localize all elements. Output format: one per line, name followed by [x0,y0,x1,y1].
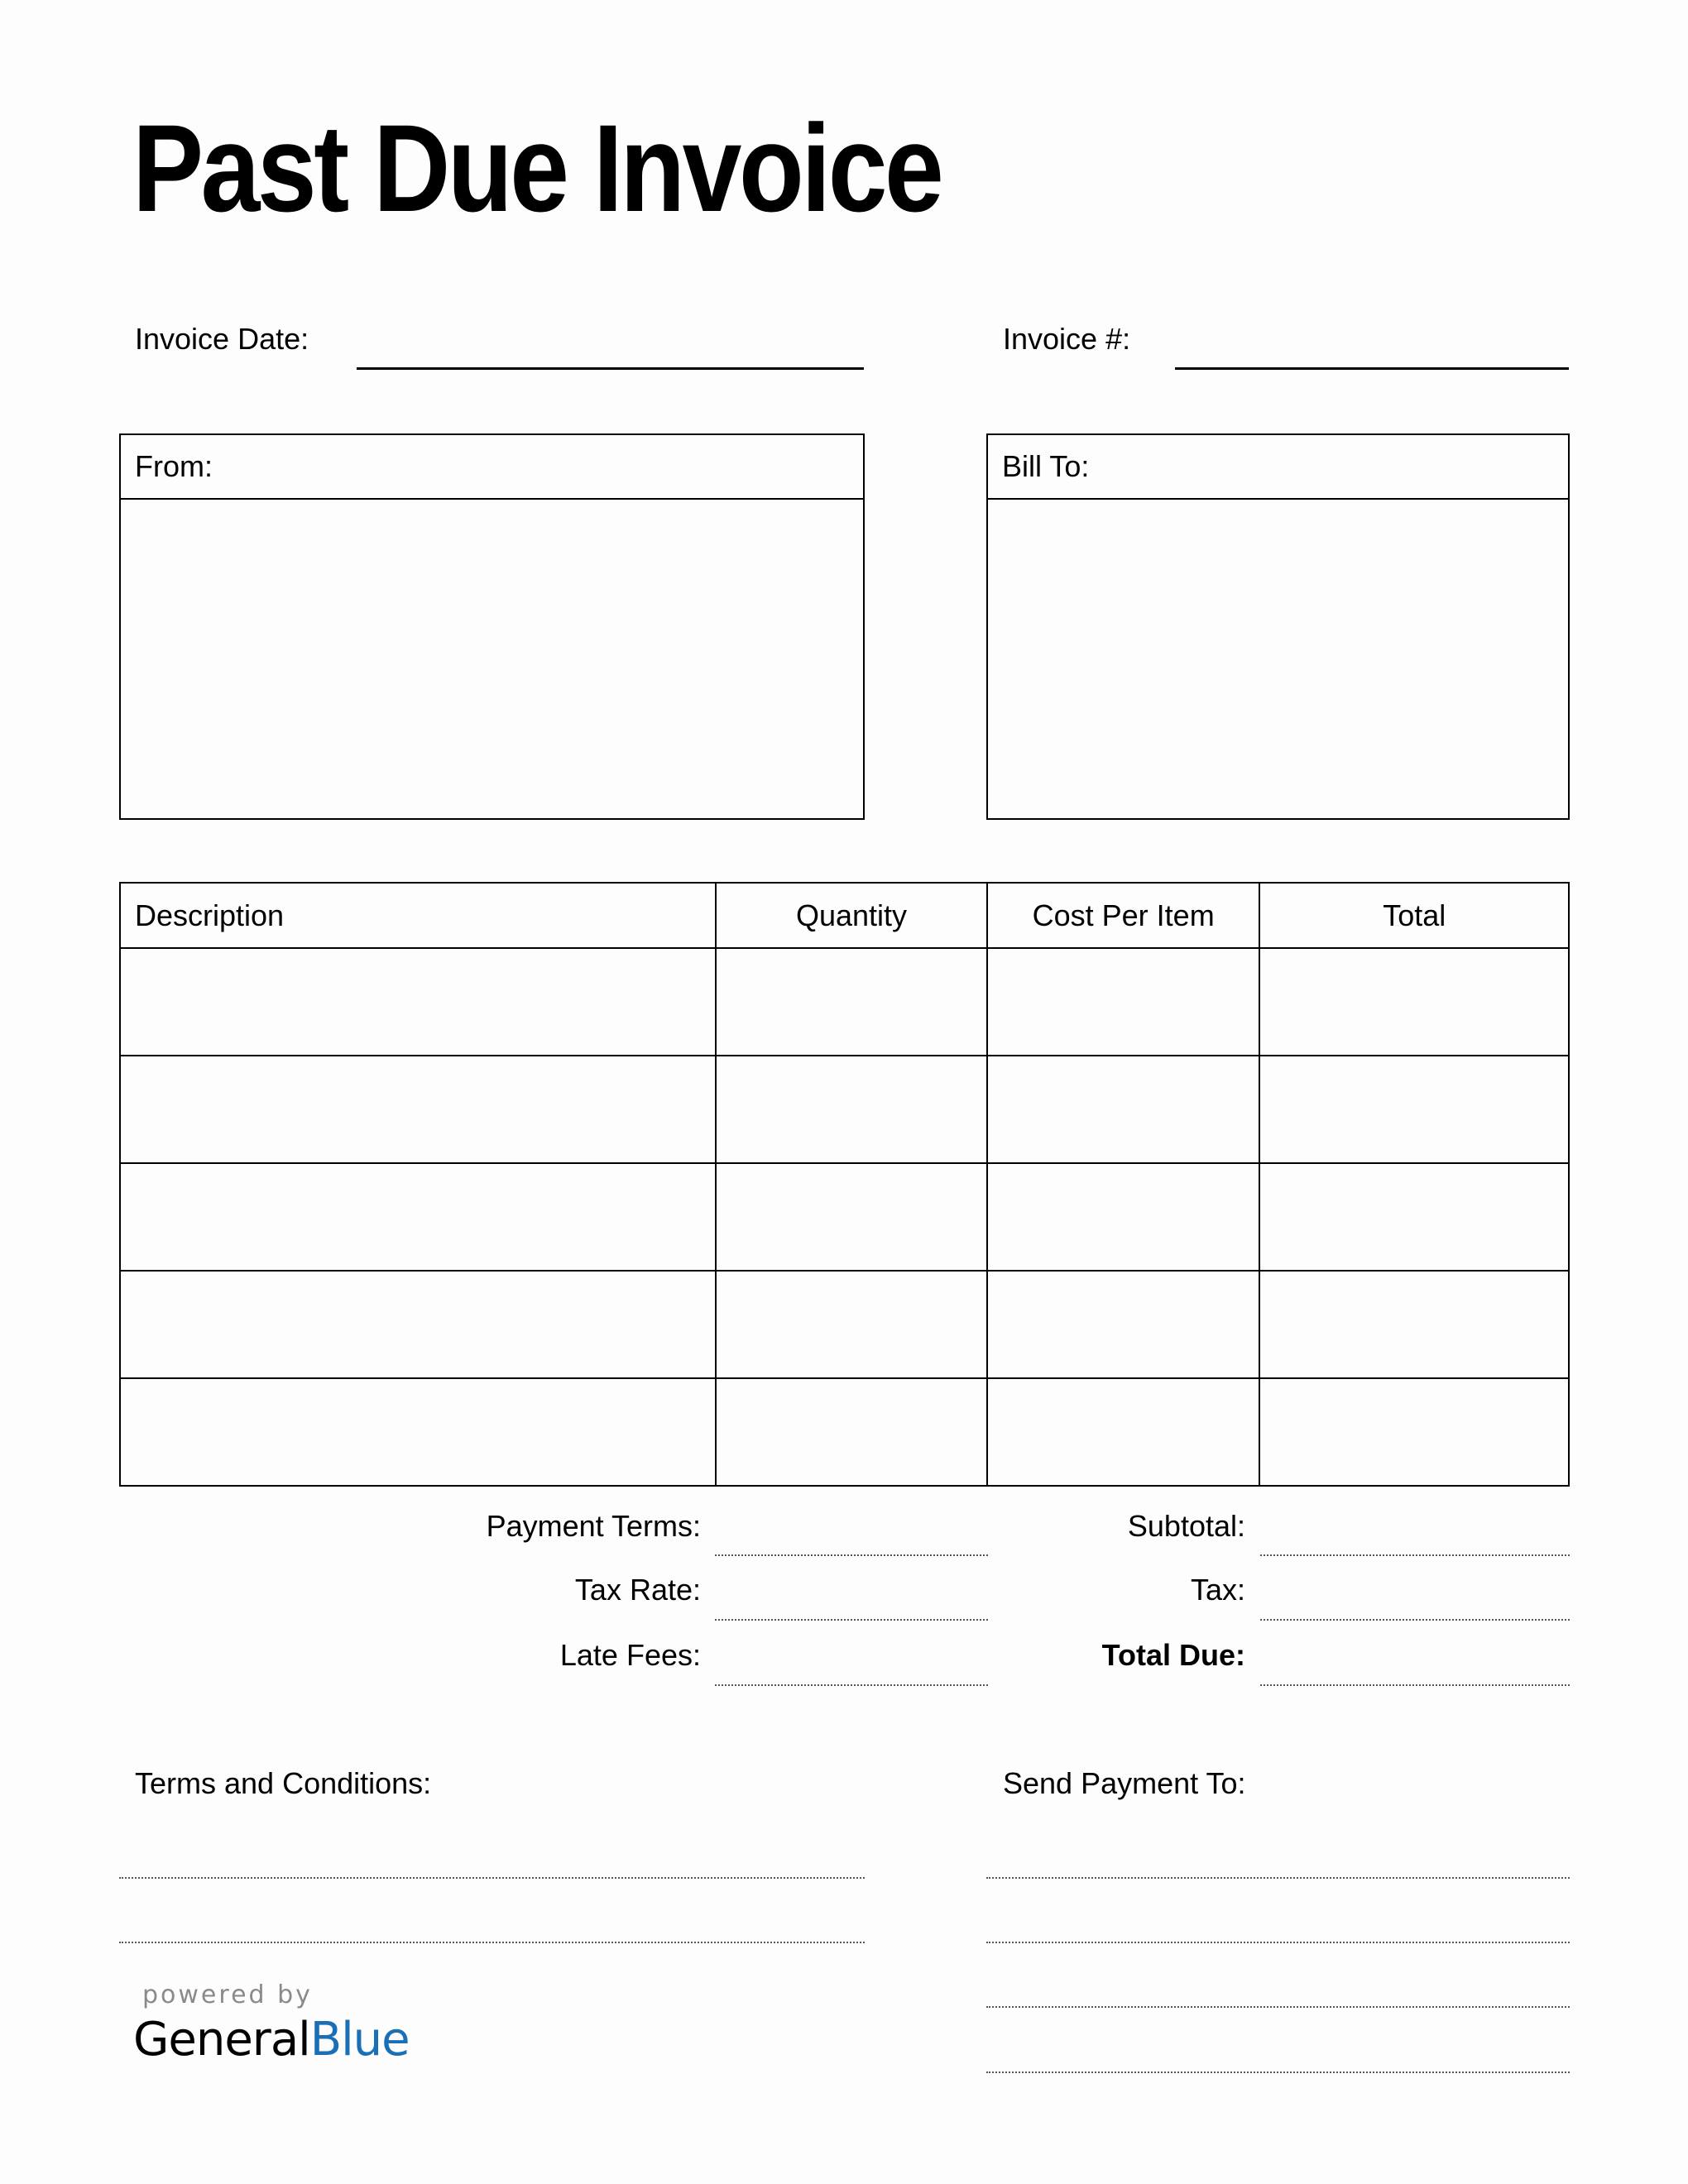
from-content-field[interactable] [121,500,863,818]
cell-total[interactable] [1259,1163,1569,1271]
table-row [120,1271,1569,1378]
column-header-quantity: Quantity [716,883,987,948]
late-fees-label: Late Fees: [559,1638,701,1672]
cell-description[interactable] [120,1378,716,1486]
send-payment-line-1[interactable] [986,1877,1570,1879]
tax-label: Tax: [1190,1573,1245,1607]
cell-description[interactable] [120,948,716,1056]
powered-by-text: powered by [142,1980,313,2009]
cell-cost-per-item[interactable] [987,1056,1260,1163]
general-blue-logo [133,2013,410,2067]
column-header-cost-per-item: Cost Per Item [987,883,1260,948]
late-fees-field[interactable] [715,1684,988,1686]
cell-total[interactable] [1259,1056,1569,1163]
brand-blue: Blue [309,2013,410,2067]
table-header-row [120,883,1569,948]
table-row [120,948,1569,1056]
subtotal-label: Subtotal: [1127,1509,1245,1543]
cell-quantity[interactable] [716,948,987,1056]
payment-terms-label: Payment Terms: [486,1509,701,1543]
subtotal-field[interactable] [1260,1554,1570,1556]
invoice-date-field[interactable] [357,367,864,370]
bill-to-box [986,433,1570,820]
terms-line-1[interactable] [119,1877,865,1879]
brand-general: General [133,2013,310,2067]
send-payment-line-2[interactable] [986,1942,1570,1943]
table-row [120,1163,1569,1271]
total-due-field[interactable] [1260,1684,1570,1686]
terms-label: Terms and Conditions: [135,1766,432,1800]
column-header-description: Description [120,883,716,948]
invoice-date-label: Invoice Date: [135,322,309,356]
cell-total[interactable] [1259,1378,1569,1486]
invoice-number-field[interactable] [1175,367,1569,370]
cell-cost-per-item[interactable] [987,1271,1260,1378]
cell-cost-per-item[interactable] [987,1163,1260,1271]
cell-description[interactable] [120,1271,716,1378]
send-payment-line-4[interactable] [986,2071,1570,2073]
cell-quantity[interactable] [716,1163,987,1271]
cell-total[interactable] [1259,1271,1569,1378]
total-due-label: Total Due: [1101,1638,1245,1672]
column-header-total: Total [1259,883,1569,948]
send-payment-label: Send Payment To: [1003,1766,1246,1800]
from-label: From: [121,435,863,500]
cell-description[interactable] [120,1056,716,1163]
cell-quantity[interactable] [716,1378,987,1486]
table-row [120,1378,1569,1486]
items-table [119,882,1570,1487]
terms-line-2[interactable] [119,1942,865,1943]
bill-to-content-field[interactable] [988,500,1568,818]
cell-description[interactable] [120,1163,716,1271]
payment-terms-field[interactable] [715,1554,988,1556]
from-box [119,433,865,820]
cell-cost-per-item[interactable] [987,948,1260,1056]
tax-rate-field[interactable] [715,1619,988,1621]
cell-cost-per-item[interactable] [987,1378,1260,1486]
table-row [120,1056,1569,1163]
send-payment-line-3[interactable] [986,2006,1570,2008]
bill-to-label: Bill To: [988,435,1568,500]
cell-total[interactable] [1259,948,1569,1056]
page-title: Past Due Invoice [132,98,942,237]
tax-rate-label: Tax Rate: [574,1573,701,1607]
cell-quantity[interactable] [716,1271,987,1378]
tax-field[interactable] [1260,1619,1570,1621]
cell-quantity[interactable] [716,1056,987,1163]
invoice-number-label: Invoice #: [1003,322,1131,356]
